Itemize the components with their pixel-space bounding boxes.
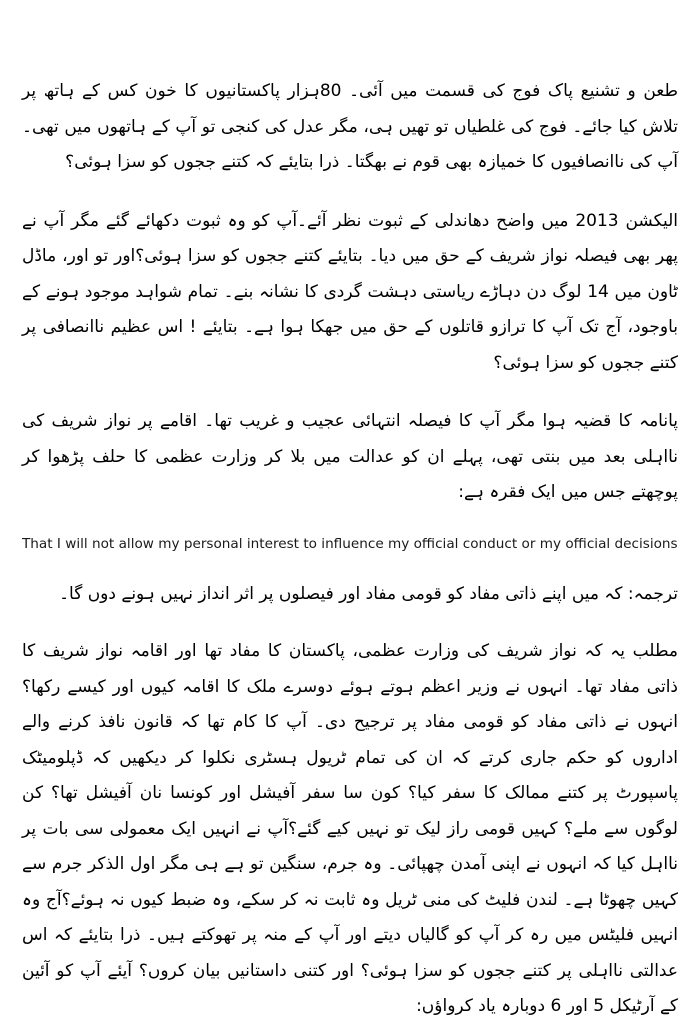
document-body bbox=[22, 74, 678, 1025]
paragraph-iqama-interest: مطلب یہ کہ نواز شریف کی وزارت عظمی، پاکستان کا مفاد تھا اور اقامہ نواز شریف کا ذاتی مفاد تھا۔ انہوں نے وزیر اعظم ہوتے ہوئے دوسرے ملک کا اقامہ کیوں اور کیسے رکھا؟انہوں نے ذاتی مفاد کو قومی مفاد پر ترجیح دی۔ آپ کا کام تھا کہ قانون نافذ کرنے والے اداروں کو حکم جاری کرتے کہ ان کی تمام ٹریول ہسٹری نکلوا کر دیکھیں کہ ڈپلومیٹک پاسپورٹ پر کتنے ممالک کا سفر کیا؟ کون سا سفر آفیشل اور کونسا نان آفیشل تھا؟ کن لوگوں سے ملے؟ کہیں قومی راز لیک تو نہیں کیے گئے؟آپ نے انہیں ایک معمولی سی بات پر نااہل کیا کہ انہوں نے اپنی آمدن چھپائی۔ وہ جرم، سنگین تو ہے ہی مگر اول الذکر جرم سے کہیں چھوٹا ہے۔ لندن فلیٹ کی منی ٹریل وہ ثابت نہ کر سکے، وہ ضبط کیوں نہ ہوئے؟آج وہ انہیں فلیٹس میں رہ کر آپ کو گالیاں دیتے اور آپ کے منہ پر تھوکتے ہیں۔ ذرا بتایئے کہ اس عدالتی نااہلی پر کتنے ججوں کو سزا ہوئی؟ اور کتنی داستانیں بیان کروں؟ آیئے آپ کو آئین کے آرٹیکل 5 اور 6 دوبارہ یاد کرواؤں: bbox=[22, 641, 678, 1016]
oath-translation: ترجمہ: کہ میں اپنے ذاتی مفاد کو قومی مفاد اور فیصلوں پر اثر انداز نہیں ہونے دوں گا۔ bbox=[59, 583, 678, 604]
paragraph-army-criticism: طعن و تشنیع پاک فوج کی قسمت میں آئی۔ 80ہزار پاکستانیوں کا خون کس کے ہاتھ پر تلاش کیا جائے۔ فوج کی غلطیاں تو تھیں ہی، مگر عدل کی کنجی تو آپ کے ہاتھوں میں تھی۔آپ کی ناانصافیوں کا خمیازہ بھی قوم نے بھگتا۔ ذرا بتایئے کہ کتنے ججوں کو سزا ہوئی؟ bbox=[22, 81, 678, 172]
oath-quote-english: That I will not allow my personal interest to influence my official conduct or my official decisions bbox=[22, 535, 678, 552]
paragraph-panama-case: پانامہ کا قضیہ ہوا مگر آپ کا فیصلہ انتہائی عجیب و غریب تھا۔ اقامے پر نواز شریف کی نااہلی بعد میں بنتی تھی، پہلے ان کو عدالت میں بلا کر وزارت عظمی کا حلف پڑھوا کر پوچھتے جس میں ایک فقرہ ہے: bbox=[22, 411, 678, 502]
paragraph-election-2013: الیکشن 2013 میں واضح دھاندلی کے ثبوت نظر آئے۔آپ کو وہ ثبوت دکھائے گئے مگر آپ نے پھر بھی فیصلہ نواز شریف کے حق میں دیا۔ بتایئے کتنے ججوں کو سزا ہوئی؟اور تو اور، ماڈل ٹاون میں 14 لوگ دن دہاڑے ریاستی دہشت گردی کا نشانہ بنے۔ تمام شواہد موجود ہونے کے باوجود، آج تک آپ کا ترازو قاتلوں کے حق میں جھکا ہوا ہے۔ بتایئے ! اس عظیم ناانصافی پر کتنے ججوں کو سزا ہوئی؟ bbox=[22, 210, 678, 373]
